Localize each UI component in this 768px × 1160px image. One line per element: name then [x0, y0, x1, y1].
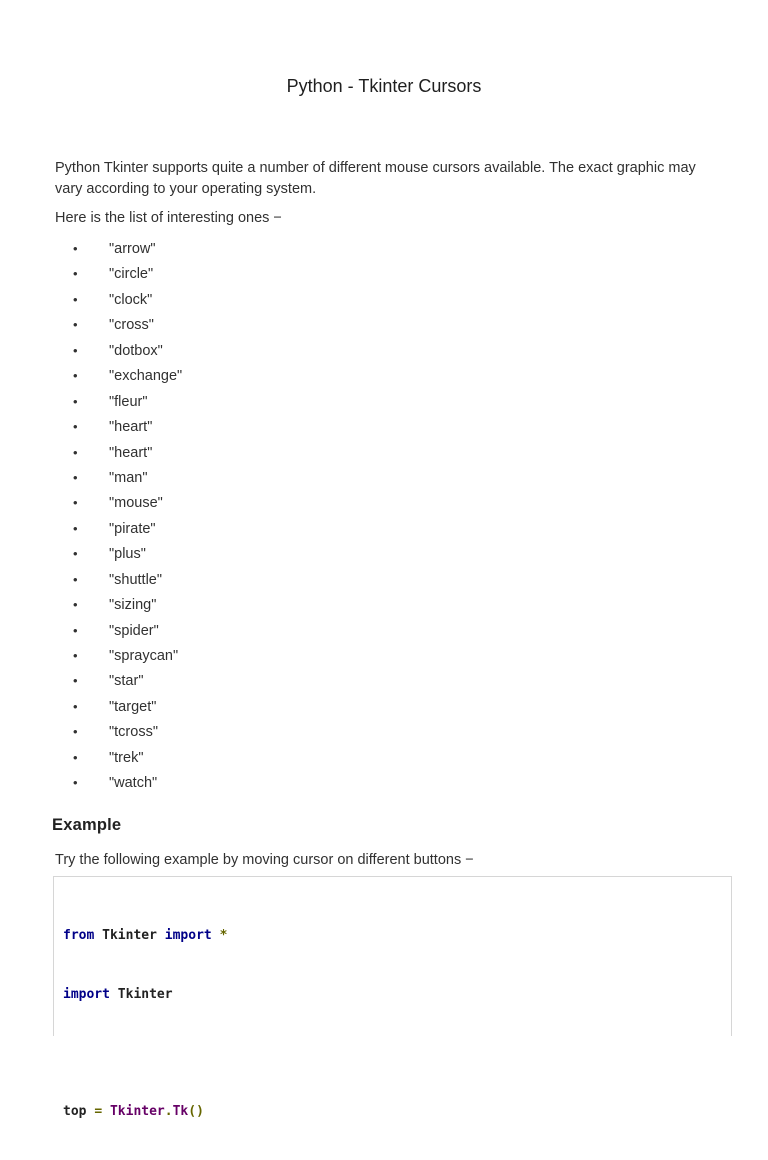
cursor-name: "fleur" — [109, 393, 148, 410]
bullet-icon: • — [73, 622, 78, 638]
cursor-list — [0, 238, 182, 798]
cursor-name: "target" — [109, 698, 157, 715]
bullet-icon: • — [73, 775, 78, 791]
code-line-1 — [63, 926, 227, 946]
bullet-icon: • — [73, 673, 78, 689]
cursor-name: "pirate" — [109, 520, 156, 537]
intro-paragraph: Python Tkinter supports quite a number of different mouse cursors available. The exact graphic may vary according to your operating system. — [55, 160, 696, 197]
example-intro: Try the following example by moving cursor on different buttons − — [55, 852, 474, 868]
bullet-icon: • — [73, 317, 78, 333]
cursor-name: "star" — [109, 673, 144, 690]
bullet-icon: • — [73, 546, 78, 562]
cursor-name: "dotbox" — [109, 342, 163, 359]
bullet-icon: • — [73, 648, 78, 663]
code-keyword: import — [63, 986, 110, 1002]
cursor-name: "mouse" — [109, 495, 163, 512]
list-item — [0, 543, 182, 568]
list-item — [0, 365, 182, 390]
list-item — [0, 416, 182, 441]
list-item — [0, 721, 182, 746]
code-keyword: import — [164, 928, 212, 943]
bullet-icon: • — [73, 520, 78, 536]
list-item — [0, 696, 182, 721]
bullet-icon: • — [73, 266, 78, 282]
cursor-name: "spraycan" — [109, 648, 179, 664]
code-keyword: from — [63, 928, 95, 943]
code-variable: top — [63, 1103, 87, 1119]
bullet-icon: • — [73, 393, 78, 409]
bullet-icon: • — [73, 342, 78, 358]
bullet-icon: • — [73, 571, 78, 587]
bullet-icon: • — [73, 597, 78, 613]
cursor-name: "man" — [109, 469, 148, 486]
code-function: Tk — [172, 1103, 189, 1119]
bullet-icon: • — [73, 368, 78, 384]
bullet-icon: • — [73, 749, 78, 765]
cursor-name: "exchange" — [109, 368, 183, 385]
code-operator: . — [164, 1103, 173, 1119]
list-item — [0, 594, 182, 619]
list-item — [0, 670, 182, 695]
cursor-name: "sizing" — [109, 597, 157, 614]
bullet-icon: • — [73, 469, 78, 485]
bullet-icon: • — [73, 419, 78, 435]
code-line-3 — [63, 1043, 227, 1063]
cursor-name: "clock" — [109, 291, 153, 308]
list-intro: Here is the list of interesting ones − — [55, 210, 282, 226]
cursor-name: "watch" — [109, 775, 158, 792]
example-heading: Example — [52, 816, 122, 834]
list-item — [0, 289, 182, 314]
list-item — [0, 620, 182, 645]
list-item — [0, 238, 182, 263]
list-item — [0, 263, 182, 288]
code-line-4 — [63, 1102, 227, 1122]
list-item — [0, 772, 182, 797]
list-item — [0, 467, 182, 492]
list-item — [0, 747, 182, 772]
cursor-name: "arrow" — [109, 241, 156, 257]
list-item — [0, 442, 182, 467]
cursor-name: "trek" — [109, 749, 144, 766]
list-item — [0, 518, 182, 543]
code-line-2 — [63, 985, 227, 1005]
bullet-icon: • — [73, 724, 78, 740]
code-block — [53, 876, 732, 1119]
cursor-name: "cross" — [109, 317, 154, 334]
list-item — [0, 645, 182, 670]
list-item — [0, 492, 182, 517]
code-class: Tkinter — [109, 1103, 165, 1119]
cursor-name: "tcross" — [109, 724, 158, 741]
cursor-name: "shuttle" — [109, 571, 163, 588]
cursor-name: "heart" — [109, 444, 153, 461]
cursor-name: "spider" — [109, 622, 159, 639]
code-operator: = — [94, 1103, 103, 1119]
bullet-icon: • — [73, 444, 78, 460]
code-module: Tkinter — [102, 928, 157, 943]
code-operator: * — [219, 928, 228, 943]
bullet-icon: • — [73, 291, 78, 307]
code-operator: () — [188, 1103, 204, 1119]
cursor-name: "heart" — [109, 419, 153, 436]
page-title: Python - Tkinter Cursors — [286, 76, 482, 96]
list-item — [0, 391, 182, 416]
code-module: Tkinter — [117, 986, 173, 1002]
list-item — [0, 569, 182, 594]
cursor-name: "plus" — [109, 546, 146, 563]
bullet-icon: • — [73, 241, 78, 256]
cursor-name: "circle" — [109, 266, 154, 283]
list-item — [0, 340, 182, 365]
bullet-icon: • — [73, 698, 78, 714]
list-item — [0, 314, 182, 339]
bullet-icon: • — [73, 495, 78, 511]
